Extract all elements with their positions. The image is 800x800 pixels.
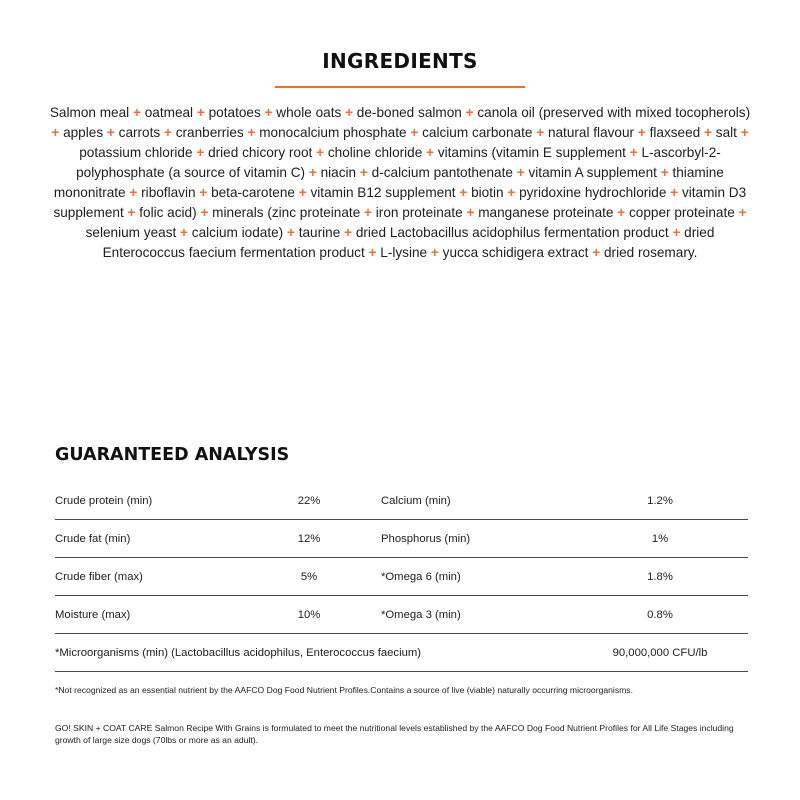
plus-separator: + [670,185,679,200]
analysis-row [55,596,748,634]
plus-separator: + [740,125,749,140]
plus-separator: + [507,185,516,200]
ingredient-item: niacin [320,165,357,180]
plus-separator: + [298,185,307,200]
plus-separator: + [163,125,172,140]
ingredient-item: whole oats [276,105,342,120]
plus-separator: + [200,205,209,220]
plus-separator: + [466,205,475,220]
ingredient-item: potatoes [208,105,261,120]
ingredient-item: iron proteinate [375,205,463,220]
ingredient-item: apples [63,125,104,140]
nutrient-label: Phosphorus (min) [381,533,471,545]
plus-separator: + [51,125,60,140]
plus-separator: + [516,165,525,180]
analysis-title: GUARANTEED ANALYSIS [55,445,290,465]
ingredient-item: dried rosemary. [603,245,698,260]
nutrient-value: 1% [651,533,669,545]
ingredient-item: canola oil (preserved with mixed tocopherols) [477,105,751,120]
nutrient-value: 12% [297,533,321,545]
ingredient-item: dried Lactobacillus acidophilus fermentation product [355,225,669,240]
microorganisms-value: 90,000,000 CFU/lb [612,647,708,659]
plus-separator: + [127,205,136,220]
plus-separator: + [106,125,115,140]
plus-separator: + [617,205,626,220]
plus-separator: + [536,125,545,140]
analysis-row [55,558,748,596]
ingredient-item: yucca schidigera extract [442,245,589,260]
nutrient-value: 0.8% [647,609,673,621]
ingredient-item: d-calcium pantothenate [371,165,513,180]
plus-separator: + [196,105,205,120]
ingredient-item: potassium chloride [79,145,193,160]
analysis-row [55,482,748,520]
plus-separator: + [364,205,372,220]
plus-separator: + [368,245,377,260]
ingredient-item: L-ascorbyl-2-polyphosphate (a source of vitamin C) [76,145,721,180]
ingredient-item: manganese proteinate [478,205,614,220]
plus-separator: + [180,225,188,240]
ingredient-item: dried chicory root [208,145,313,160]
nutrient-label: Calcium (min) [381,495,451,507]
footnote: *Not recognized as an essential nutrient by the AAFCO Dog Food Nutrient Profiles.Contains a source of live (viable) naturally occurring microorganisms. [55,685,633,695]
plus-separator: + [247,125,256,140]
ingredient-item: L-lysine [380,245,428,260]
ingredient-item: oatmeal [144,105,194,120]
ingredient-item: dried Enterococcus faecium fermentation product [102,225,715,260]
ingredient-item: biotin [471,185,504,200]
ingredient-item: minerals (zinc proteinate [212,205,361,220]
ingredient-item: copper proteinate [629,205,735,220]
plus-separator: + [660,165,669,180]
nutrient-label: Crude fiber (max) [55,571,143,583]
ingredient-item: riboflavin [141,185,196,200]
ingredient-item: choline chloride [327,145,423,160]
ingredients-list [45,103,755,263]
nutrient-value: 5% [300,571,318,583]
ingredient-item: de-boned salmon [356,105,462,120]
plus-separator: + [264,105,273,120]
ingredient-item: vitamins (vitamin E supplement [437,145,626,160]
ingredient-item: Salmon meal [49,105,130,120]
ingredient-item: cranberries [175,125,244,140]
ingredients-title: INGREDIENTS [322,49,478,73]
plus-separator: + [465,105,474,120]
plus-separator: + [459,185,468,200]
plus-separator: + [345,105,354,120]
plus-separator: + [592,245,601,260]
nutrient-label: Crude protein (min) [55,495,153,507]
plus-separator: + [672,225,681,240]
ingredient-item: beta-carotene [211,185,295,200]
plus-separator: + [426,145,435,160]
nutrient-label: *Omega 3 (min) [381,609,461,621]
title-underline [275,86,525,88]
nutrient-value: 1.8% [647,571,673,583]
plus-separator: + [430,245,439,260]
ingredient-item: flaxseed [649,125,701,140]
plus-separator: + [704,125,712,140]
plus-separator: + [316,145,325,160]
plus-separator: + [410,125,419,140]
ingredient-item: monocalcium phosphate [259,125,407,140]
nutrient-label: *Omega 6 (min) [381,571,461,583]
ingredient-item: selenium yeast [85,225,177,240]
plus-separator: + [738,205,747,220]
plus-separator: + [199,185,208,200]
plus-separator: + [637,125,646,140]
nutrient-value: 10% [297,609,321,621]
nutrient-label: Moisture (max) [55,609,131,621]
ingredient-item: thiamine mononitrate [53,165,724,200]
nutrient-label: Crude fat (min) [55,533,131,545]
analysis-row [55,520,748,558]
ingredient-item: carrots [118,125,161,140]
analysis-row-microorganisms [55,634,748,672]
plus-separator: + [132,105,141,120]
plus-separator: + [344,225,353,240]
ingredient-item: vitamin A supplement [528,165,657,180]
plus-separator: + [196,145,205,160]
nutrient-value: 22% [297,495,321,507]
plus-separator: + [129,185,138,200]
ingredient-item: pyridoxine hydrochloride [519,185,667,200]
plus-separator: + [286,225,295,240]
ingredient-item: calcium iodate) [191,225,284,240]
plus-separator: + [359,165,368,180]
ingredient-item: folic acid) [139,205,197,220]
analysis-table [55,482,748,672]
microorganisms-label: *Microorganisms (min) (Lactobacillus acidophilus, Enterococcus faecium) [55,647,422,659]
ingredient-item: natural flavour [547,125,635,140]
ingredient-item: vitamin D3 supplement [53,185,747,220]
ingredient-item: salt [715,125,737,140]
plus-separator: + [629,145,638,160]
ingredient-item: taurine [298,225,341,240]
plus-separator: + [308,165,317,180]
nutrient-value: 1.2% [647,495,673,507]
ingredient-item: vitamin B12 supplement [310,185,456,200]
ingredient-item: calcium carbonate [422,125,533,140]
aafco-statement: GO! SKIN + COAT CARE Salmon Recipe With Grains is formulated to meet the nutritional levels established by the AAFCO Dog Food Nutrient Profiles for All Life Stages including growth of large size dogs (70lbs or more as an adult). [55,723,734,745]
